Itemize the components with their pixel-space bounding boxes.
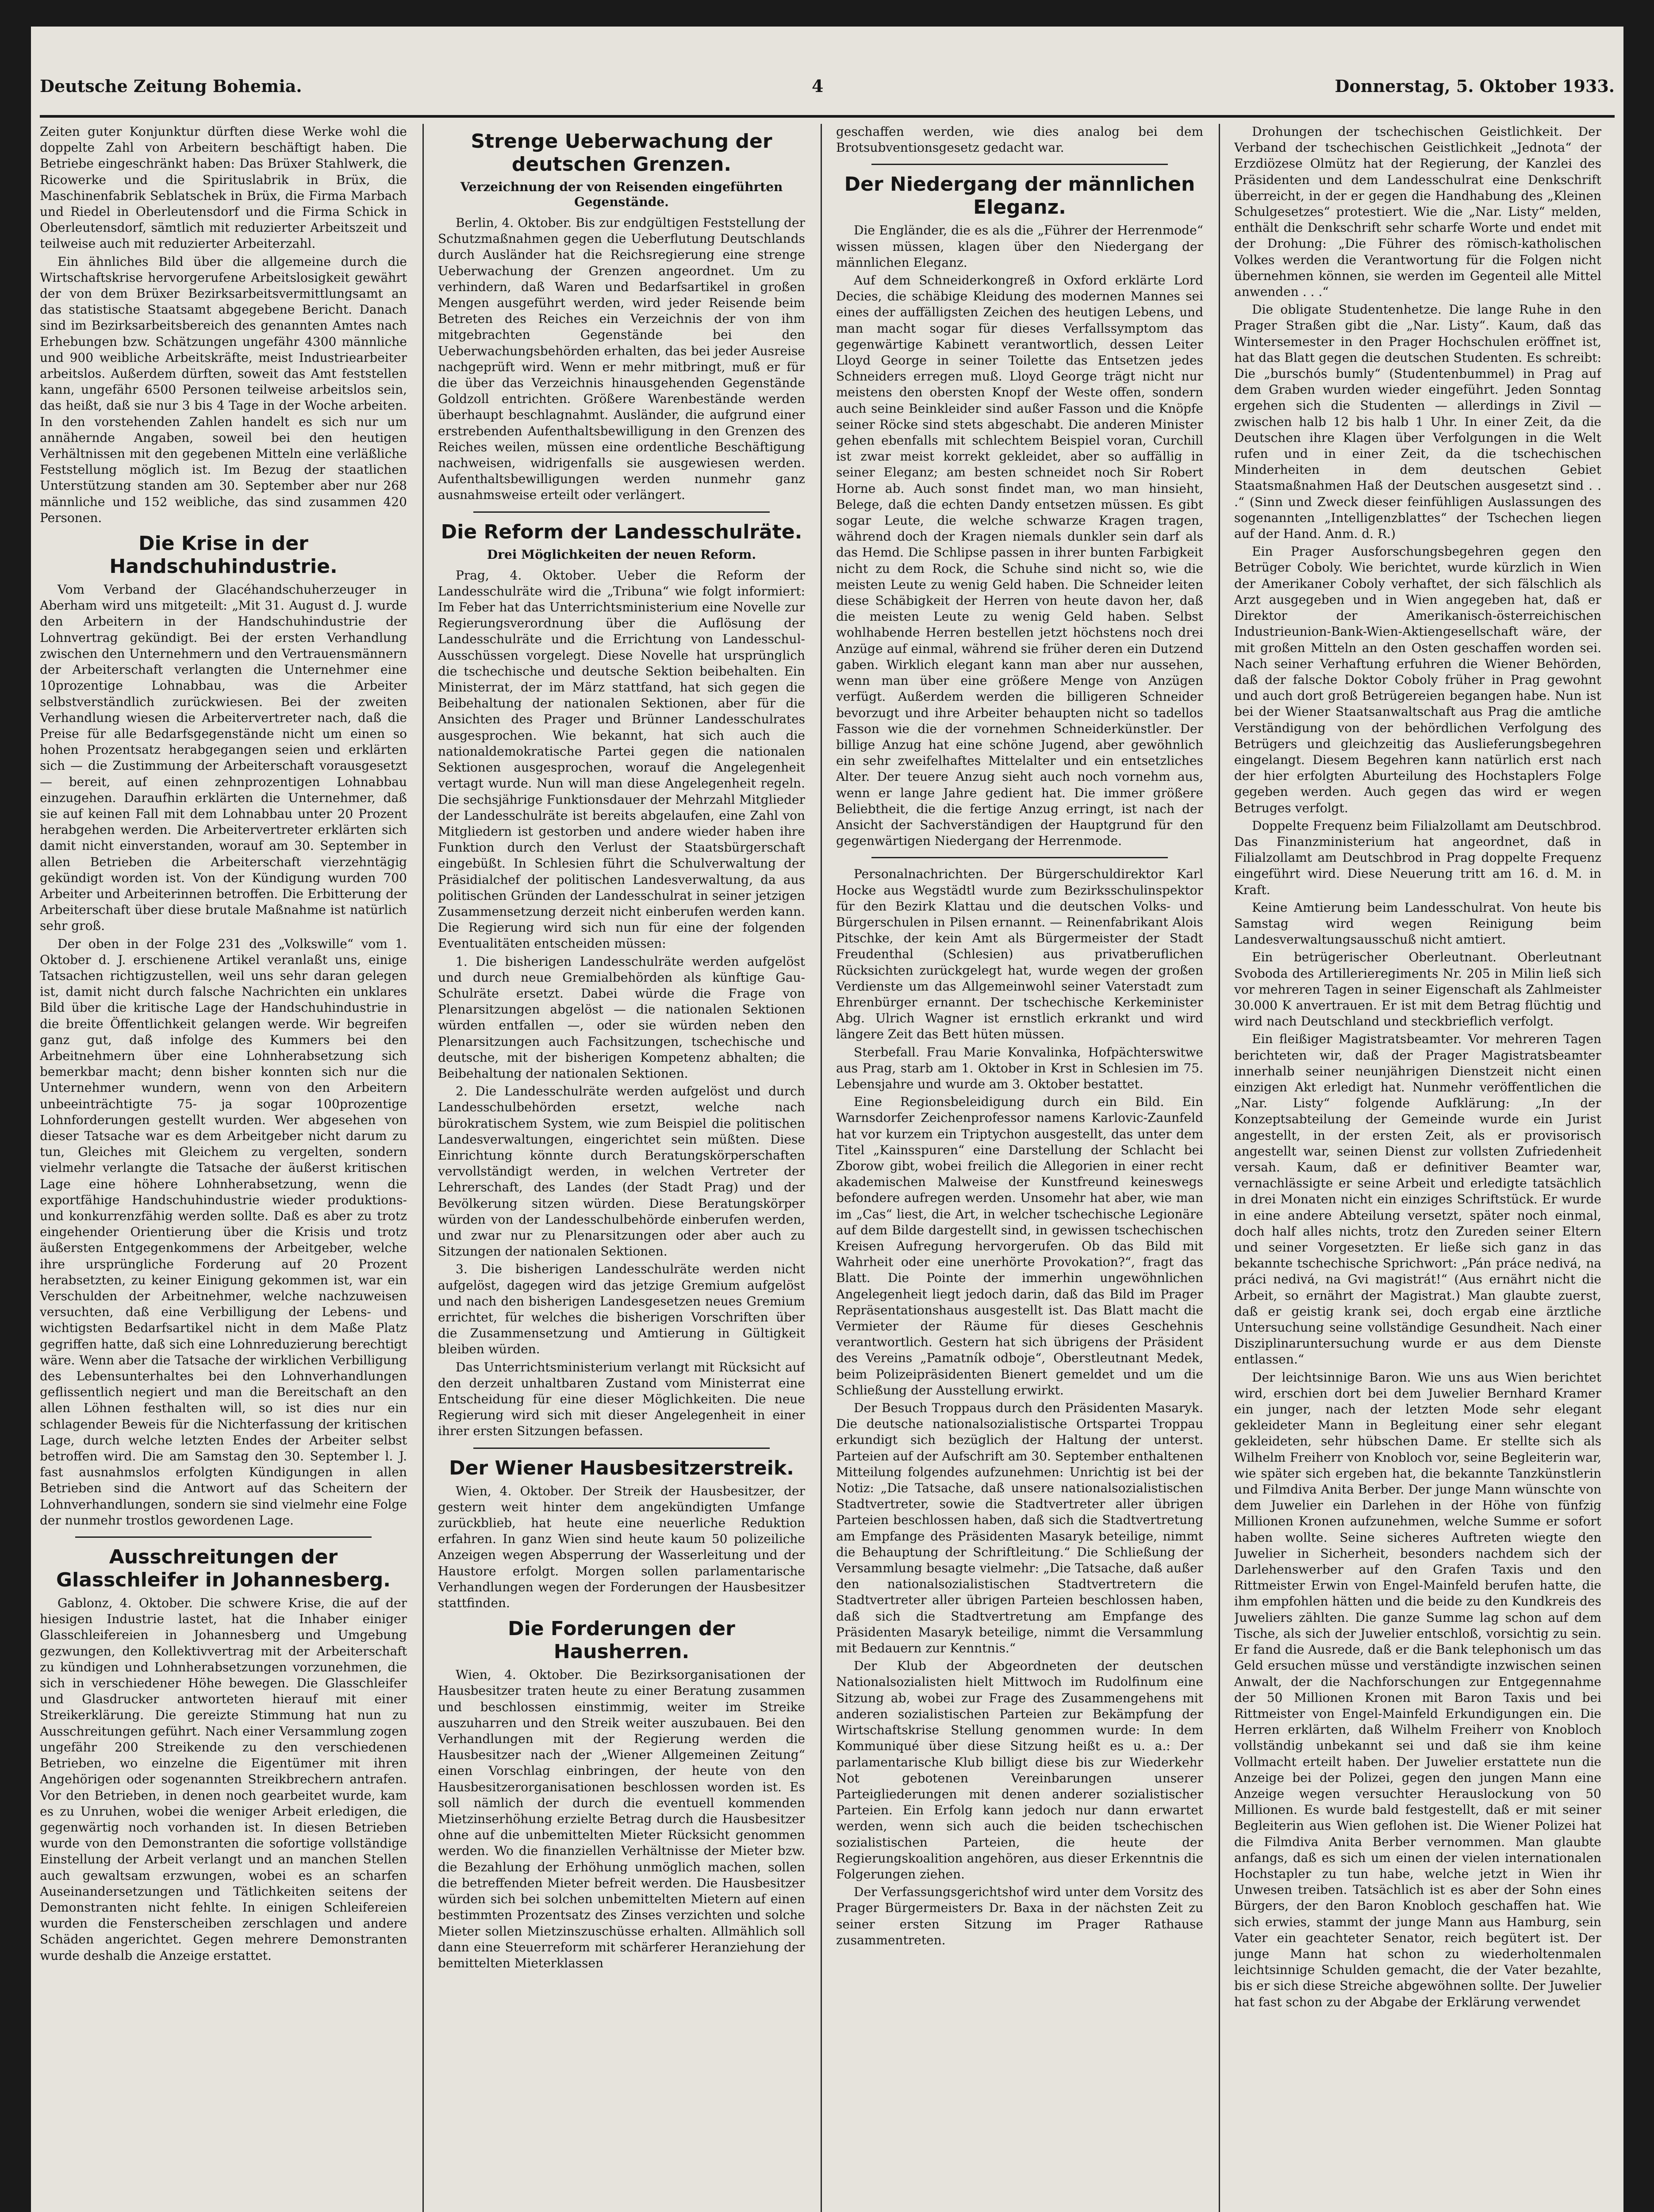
article-separator (871, 857, 1168, 858)
header-rule (40, 115, 1615, 118)
news-item: Ein Prager Ausforschungsbegehren gegen den Betrüger Coboly. Wie berichtet, wurde kürzlich in Wien der Amerikaner Coboly verhaftet, der sich fälschlich als Arzt ausgegeben und in Wien angegeben hat, daß er Direktor der Amerikanisch-österreichischen Industrieunion-Bank-Wien-Aktiengesellschaft wäre, der mit großen Mitteln an den Osten geschaffen worden sei. Nach seiner Verhaftung erfuhren die Wiener Behörden, daß der falsche Doktor Coboly früher in Prag gewohnt und auch dort groß Betrügereien begangen habe. Nun ist bei der Wiener Staatsanwaltschaft aus Prag die amtliche Verständigung von der behördlichen Verfolgung des Betrügers und gleichzeitig das Auslieferungsbegehren eingelangt. Diesem Begehren kann natürlich erst nach der hier erfolgten Aburteilung des Hochstaplers Folge gegeben werden. Auch gegen das wird er wegen Betruges verfolgt. (1234, 544, 1601, 815)
paragraph: Prag, 4. Oktober. Ueber die Reform der Landesschulräte wird die „Tribuna“ wie folgt informiert: Im Feber hat das Unterrichtsministerium eine Novelle zur Regierungsverordnung über die Auflösung der Landesschulräte und die Errichtung von Landesschul-Ausschüssen vorgelegt. Diese Novelle hat ursprünglich die tschechische und deutsche Sektion beibehalten. Ein Ministerrat, der im März stattfand, hat sich gegen die Beibehaltung der nationalen Sektionen, aber für die Ansichten des Prager und Brünner Landesschulrates ausgesprochen. Wie bekannt, hat sich auch die nationaldemokratische Partei gegen die nationalen Sektionen ausgesprochen, worauf die Angelegenheit vertagt wurde. Nun will man diese Angelegenheit regeln. Die sechsjährige Funktionsdauer der Mehrzahl Mitglieder der Landesschulräte ist bereits abgelaufen, eine Zahl von Mitgliedern ist gestorben und andere wieder haben ihre Funktion durch den Verlust der Staatsbürgerschaft eingebüßt. In Schlesien führt die Schulverwaltung der Präsidialchef der politischen Landesverwaltung, da aus politischen Gründen der Landesschulrat in seiner jetzigen Zusammensetzung derzeit nicht einberufen werden kann. Die Regierung wird sich nun für eine der folgenden Eventualitäten entscheiden müssen: (438, 568, 805, 951)
article-headline: Ausschreitungen der Glasschleifer in Johannesberg. (56, 1546, 391, 1592)
column-4 (1234, 124, 1601, 2212)
article-headline: Strenge Ueberwachung der deutschen Grenzen. (471, 130, 772, 176)
issue-date: Donnerstag, 5. Oktober 1933. (1335, 76, 1615, 96)
paragraph: Vom Verband der Glacéhandschuherzeuger in Aberham wird uns mitgeteilt: „Mit 31. August d. J. wurde den Arbeitern in der Handschuhindustrie der Lohnvertrag gekündigt. Bei der ersten Verhandlung zwischen den Unternehmern und den Vertrauensmännern der Arbeiterschaft verlangten die Unternehmer eine 10prozentige Lohnabbau, was die Arbeiter selbstverständlich zurückwiesen. Bei der zweiten Verhandlung wiesen die Arbeitervertreter nach, daß die Preise für alle Bedarfsgegenstände nicht um einen so hohen Prozentsatz herabgegangen seien und erklärten sich — die Zustimmung der Arbeiterschaft vorausgesetzt — bereit, auf einen zehnprozentigen Lohnabbau einzugehen. Daraufhin erklärten die Unternehmer, daß sie auf keinen Fall mit dem Lohnabbau unter 20 Prozent herabgehen werden. Die Arbeitervertreter erklärten sich damit nicht einverstanden, worauf am 30. September in allen Betrieben die Arbeiterschaft vierzehntägig gekündigt worden ist. Von der Kündigung wurden 700 Arbeiter und Arbeiterinnen betroffen. Die Erbitterung der Arbeiterschaft über diese brutale Maßnahme ist natürlich sehr groß. (40, 582, 407, 933)
columns (40, 124, 1615, 2212)
article-headline: Der Niedergang der männlichen Eleganz. (844, 173, 1195, 219)
paragraph: Die Engländer, die es als die „Führer der Herrenmode“ wissen müssen, klagen über den Niedergang der männlichen Eleganz. (836, 223, 1203, 270)
column-divider (1219, 124, 1220, 2212)
news-item: Sterbefall. Frau Marie Konvalinka, Hofpächterswitwe aus Prag, starb am 1. Oktober in Krst in Schlesien im 75. Lebensjahre und wurde am 3. Oktober bestattet. (836, 1045, 1203, 1091)
article-separator (871, 164, 1168, 165)
article-headline: Die Forderungen der Hausherren. (508, 1617, 735, 1663)
news-item: Der Verfassungsgerichtshof wird unter dem Vorsitz des Prager Bürgermeisters Dr. Baxa in der nächsten Zeit zu seiner ersten Sitzung im Prager Rathause zusammentreten. (836, 1885, 1203, 1947)
article-separator (473, 1448, 770, 1449)
article-separator (473, 511, 770, 513)
paragraph: Wien, 4. Oktober. Die Bezirksorganisationen der Hausbesitzer traten heute zu einer Beratung zusammen und beschlossen einstimmig, weiter im Streike auszuharren und den Streik weiter auszubauen. Bei den Verhandlungen mit der Regierung werden die Hausbesitzer nach der „Wiener Allgemeinen Zeitung“ einen Vorschlag einbringen, der heute von den Hausbesitzerorganisationen beschlossen worden ist. Es soll nämlich der durch die eventuell kommenden Mietzinserhöhung erzielte Betrag durch die Hausbesitzer ohne auf die unbemittelten Mieter Rücksicht genommen werden. Wo die finanziellen Verhältnisse der Mieter bzw. die Bezahlung der Erhöhung unmöglich machen, sollen die betreffenden Mieter befreit werden. Die Hausbesitzer würden sich bei solchen unbemittelten Mietern auf einen bestimmten Prozentsatz des Zinses verzichten und solche Mieter sollen Mietzinszuschüsse erhalten. Allmählich soll dann eine Steuerreform mit schärferer Heranziehung der bemittelten Mieterklassen (438, 1667, 805, 1970)
paragraph: Berlin, 4. Oktober. Bis zur endgültigen Feststellung der Schutzmaßnahmen gegen die Ueberflutung Deutschlands durch Ausländer hat die Reichsregierung eine strenge Ueberwachung der Grenzen angeordnet. Um zu verhindern, daß Waren und Bedarfsartikel in großen Mengen ausgeführt werden, wird jeder Reisende beim Betreten des Reiches ein Verzeichnis der von ihm mitgebrachten Gegenstände bei den Ueberwachungsbehörden erhalten, das bei jeder Ausreise nachgeprüft wird. Wenn er mehr mitbringt, muß er für die über das Verzeichnis hinausgehenden Gegenstände Goldzoll entrichten. Größere Warenbestände werden überhaupt beschlagnahmt. Ausländer, die aufgrund einer erstrebenden Aufenthaltsbewilligung in den Grenzen des Reiches weilen, müssen eine ordentliche Beschäftigung nachweisen, widrigenfalls sie ausgewiesen werden. Aufenthaltsbewilligungen werden nunmehr ganz ausnahmsweise erteilt oder verlängert. (438, 215, 805, 503)
news-item: Keine Amtierung beim Landesschulrat. Von heute bis Samstag wird wegen Reinigung beim Landesverwaltungsausschuß nicht amtiert. (1234, 900, 1601, 947)
paragraph: Zeiten guter Konjunktur dürften diese Werke wohl die doppelte Zahl von Arbeitern beschäftigt haben. Die Betriebe eingeschränkt haben: Das Brüxer Stahlwerk, die Ricowerke und die Spirituslabrik in Brüx, die Maschinenfabrik Seblatschek in Brüx, die Firma Marbach und Riedel in Oberleutensdorf und die Firma Schick in Oberleutensdorf, sämtlich mit reduzierter Arbeitszeit und teilweise auch mit reduzierter Arbeiterzahl. (40, 124, 407, 251)
news-item: Ein betrügerischer Oberleutnant. Oberleutnant Svoboda des Artillerieregiments Nr. 205 in Milin ließ sich vor mehreren Tagen in seiner Eigenschaft als Zahlmeister 30.000 K anvertrauen. Er ist mit dem Betrag flüchtig und wird nach Deutschland und steckbrieflich verfolgt. (1234, 950, 1601, 1029)
article-subheadline: Verzeichnung der von Reisenden eingeführten Gegenstände. (460, 180, 783, 209)
article-headline: Die Krise in der Handschuhindustrie. (109, 532, 338, 578)
news-item: Eine Regionsbeleidigung durch ein Bild. Ein Warnsdorfer Zeichenprofessor namens Karlovic-Zaunfeld hat vor kurzem ein Triptychon ausgestellt, das unter dem Titel „Kainsspuren“ eine Darstellung der Schlacht bei Zborow gibt, wobei freilich die Allegorien in einer recht akademischen Malweise der Kunstfreund keineswegs befondere aufregen werden. Unsomehr hat aber, wie man im „Cas“ liest, die Art, in welcher tschechische Legionäre auf dem Bilde dargestellt sind, in gewissen tschechischen Kreisen Aufregung hervorgerufen. Ob das Bild mit Wahrheit oder eine unerhörte Provokation?“, fragt das Blatt. Die Pointe der immerhin ungewöhnlichen Angelegenheit liegt jedoch darin, daß das Bild im Prager Repräsentationshaus ausgestellt ist. Das Blatt macht die Vermieter der Räume für dieses Geschehnis verantwortlich. Gestern hat sich übrigens der Präsident des Vereins „Pamatník odboje“, Oberstleutnant Medek, beim Polizeipräsidenten Bienert gemeldet und um die Schließung der Ausstellung erwirkt. (836, 1094, 1203, 1398)
paragraph: Der oben in der Folge 231 des „Volkswille“ vom 1. Oktober d. J. erschienene Artikel veranlaßt uns, einige Tatsachen richtigzustellen, weil uns sehr daran gelegen ist, damit nicht durch falsche Nachrichten ein unklares Bild über die kritische Lage der Handschuhindustrie in die breite Öffentlichkeit gelangen werde. Wir begreifen ganz gut, daß infolge des Kummers bei den Arbeitnehmern über eine Lohnherabsetzung sich bemerkbar macht; denn bisher konnten sich nur die Unternehmer wundern, wenn von den Arbeitern unbeeinträchtigte 75- ja sogar 100prozentige Lohnforderungen gestellt wurden. Wer abgesehen von dieser Tatsache war es dem Arbeitgeber nicht darum zu tun, Gleiches mit Gleichem zu vergelten, sondern vielmehr verlangte die Tatsache der äußerst kritischen Lage eine höhere Lohnherabsetzung, wenn die exportfähige Handschuhindustrie wieder produktions- und konkurrenzfähig werden sollte. Daß es aber zu trotz eingehender Orientierung über die Krisis und trotz äußersten Entgegenkommens der Arbeitgeber, welche ihre ursprüngliche Forderung auf 20 Prozent herabsetzten, zu keiner Einigung gekommen ist, war ein Verschulden der Arbeitnehmer, welche nachzuweisen versuchten, daß eine Verbilligung der Lebens- und wichtigsten Bedarfsartikel nicht in dem Maße Platz gegriffen hatte, daß sich eine Lohnreduzierung berechtigt wäre. Wenn aber die Tatsache der wirklichen Verbilligung des Lebensunterhaltes bei den Lohnverhandlungen geflissentlich negiert und man die Bereitschaft an den allen Löhnen festhalten will, so ist dies nur ein schlagender Beweis für die Nichterfassung der kritischen Lage, durch welche letzten Endes der Arbeiter selbst betroffen wird. Die am Samstag den 30. September l. J. fast ausnahmslos erfolgten Kündigungen in allen Betrieben sind die Antwort auf das Scheitern der Lohnverhandlungen, sondern sie sind vielmehr eine Folge der nunmehr trostlos gewordenen Lage. (40, 936, 407, 1528)
article-separator (75, 1536, 372, 1538)
column-divider (422, 124, 424, 2212)
article-subheadline: Drei Möglichkeiten der neuen Reform. (487, 547, 756, 562)
page-number: 4 (812, 76, 824, 96)
paragraph: geschaffen werden, wie dies analog bei dem Brotsubventionsgesetz gedacht war. (836, 124, 1203, 155)
paragraph: 2. Die Landesschulräte werden aufgelöst und durch Landesschulbehörden ersetzt, welche nach bürokratischem System, wie zum Beispiel die politischen Landesverwaltungen, eingerichtet sein müßten. Diese Einrichtung könnte durch Beratungskörperschaften vervollständigt werden, in welchen Vertreter der Lehrerschaft, des Landes (der Stadt Prag) und der Bevölkerung sitzen würden. Diese Beratungskörper würden von der Landesschulbehörde einberufen werden, und zwar nur zu Plenarsitzungen oder aber auch zu Sitzungen der nationalen Sektionen. (438, 1084, 805, 1259)
article-headline: Die Reform der Landesschulräte. (441, 520, 802, 543)
paragraph: Das Unterrichtsministerium verlangt mit Rücksicht auf den derzeit unhaltbaren Zustand vom Ministerrat eine Entscheidung für eine dieser Möglichkeiten. Die neue Regierung wird sich mit dieser Angelegenheit in einer ihrer ersten Sitzungen befassen. (438, 1359, 805, 1439)
news-item: Der Besuch Troppaus durch den Präsidenten Masaryk. Die deutsche nationalsozialistische Ortspartei Troppau erkundigt sich bezüglich der Haltung der unterst. Parteien auf der Aufschrift am 30. September enthaltenen Mitteilung folgendes aufzunehmen: Unrichtig ist bei der Notiz: „Die Tatsache, daß unsere nationalsozialistischen Stadtvertreter, sowie die Stadtvertreter aller übrigen Parteien beschlossen haben, daß sich die Stadtvertretung am Empfange des Präsidenten Masaryk beteilige, nimmt die Behauptung der Schriftleitung.“ Die Schließung der Versammlung besagte vielmehr: „Die Tatsache, daß außer den nationalsozialistischen Stadtvertretern die Stadtvertreter aller übrigen Parteien beschlossen haben, daß sich die Stadtvertretung am Empfange des Präsidenten Masaryk beteilige, nimmt die Versammlung mit Bedauern zur Kenntnis.“ (836, 1401, 1203, 1656)
news-item: Die obligate Studentenhetze. Die lange Ruhe in den Prager Straßen gibt die „Nar. Listy“. Kaum, daß das Wintersemester in den Prager Hochschulen eröffnet ist, hat das Blatt gegen die deutschen Studenten. Es schreibt: Die „burschós bumly“ (Studentenbummel) in Prag auf dem Graben wurden wieder eingeführt. Jeden Sonntag ergehen sich die Studenten — allerdings in Zivil — zwischen halb 12 bis halb 1 Uhr. In einer Zeit, da die Deutschen ihre Klagen über Verfolgungen in die Welt rufen und in einer Zeit, da die tschechischen Minderheiten in dem deutschen Gebiet Staatsmaßnahmen Haß der Deutschen ausgesetzt sind . . .“ (Sinn und Zweck dieser feinfühligen Auslassungen des sogenannten „Intelligenzblattes“ der Tschechen liegen auf der Hand. Anm. d. R.) (1234, 302, 1601, 541)
news-item: Der Klub der Abgeordneten der deutschen Nationalsozialisten hielt Mittwoch im Rudolfinum eine Sitzung ab, wobei zur Frage des Zusammengehens mit anderen sozialistischen Parteien zur Bekämpfung der Wirtschaftskrise Stellung genommen wurde: In dem Kommuniqué über diese Sitzung heißt es u. a.: Der parlamentarische Klub billigt diese bis zur Wiederkehr Not gebotenen Vereinbarungen unserer Parteigliederungen mit denen anderer sozialistischer Parteien. Ein Erfolg kann jedoch nur dann erwartet werden, wenn sich auch die beiden tschechischen sozialistischen Parteien, die heute der Regierungskoalition angehören, aus dieser Erkenntnis die Folgerungen ziehen. (836, 1659, 1203, 1882)
newspaper-page (31, 27, 1623, 2212)
article-headline: Der Wiener Hausbesitzerstreik. (449, 1456, 794, 1479)
paragraph: Gablonz, 4. Oktober. Die schwere Krise, die auf der hiesigen Industrie lastet, hat die Inhaber einiger Glasschleifereien in Johannesberg und Umgebung gezwungen, den Kollektivvertrag mit der Arbeiterschaft zu kündigen und Lohnherabsetzungen vorzunehmen, die sich in verschiedener Höhe bewegen. Die Glasschleifer und Glasdrucker antworteten hierauf mit einer Streikerklärung. Die gereizte Stimmung hat nun zu Ausschreitungen geführt. Nach einer Versammlung zogen ungefähr 200 Streikende zu den verschiedenen Betrieben, wo einzelne die Eigentümer mit ihren Angehörigen oder sogenannten Streikbrechern antrafen. Vor den Betrieben, in denen noch gearbeitet wurde, kam es zu Unruhen, wobei die weniger Arbeit erledigen, die gegenwärtig noch vorhanden ist. In diesen Betrieben wurde von den Demonstranten die sofortige vollständige Einstellung der Arbeit verlangt und an manchen Stellen auch gewaltsam erzwungen, wobei es an scharfen Auseinandersetzungen und Tätlichkeiten seitens der Demonstranten nicht fehlte. In einigen Schleifereien wurden die Fensterscheiben zerschlagen und andere Schäden angerichtet. Gegen mehrere Demonstranten wurde deshalb die Anzeige erstattet. (40, 1596, 407, 1963)
news-item: Der leichtsinnige Baron. Wie uns aus Wien berichtet wird, erschien dort bei dem Juwelier Bernhard Kramer ein junger, nach der letzten Mode sehr elegant gekleideter Mann in Begleitung einer sehr elegant gekleideten, sehr hübschen Dame. Er stellte sich als Wilhelm Freiherr von Knobloch vor, seine Begleiterin war, wie später sich ergeben hat, die bekannte Tanzkünstlerin und Filmdiva Anita Berber. Der junge Mann wünschte von dem Juwelier ein Darlehen in der Höhe von fünfzig Millionen Kronen aufzunehmen, welche Summe er sofort haben wollte. Seine sicheres Auftreten wiegte den Juwelier in Sicherheit, besonders nachdem sich der Darlehenswerber auf den Grafen Taxis und den Rittmeister Erwin von Engel-Mainfeld berufen hatte, die ihm empfohlen hätten und die beide zu den Kundkreis des Juweliers zählten. Die ganze Summe lag schon auf dem Tische, als sich der Juwelier entschloß, vorsichtig zu sein. Er fand die Ausrede, daß er die Bank telephonisch um das Geld ersuchen müsse und verständigte inzwischen seinen Anwalt, der die Nachforschungen zur Entgegennahme der 50 Millionen Kronen mit Baron Taxis und bei Rittmeister von Engel-Mainfeld Erkundigungen ein. Die Herren erklärten, daß Wilhelm Freiherr von Knobloch vollständig unbekannt sei und daß sie ihm keine Vollmacht erteilt haben. Der Juwelier erstattete nun die Anzeige bei der Polizei, gegen den jungen Mann eine Anzeige wegen versuchter Herauslockung von 50 Millionen. Es wurde bald festgestellt, daß er mit seiner Begleiterin aus Wien geflohen ist. Die Wiener Polizei hat die Filmdiva Anita Berber vernommen. Man glaubte anfangs, daß es sich um einen der vielen internationalen Hochstapler zu tun habe, welche jetzt in Wien ihr Unwesen treiben. Tatsächlich ist es aber der Sohn eines Bürgers, der den Baron Knobloch geschaffen hat. Wie sich erwies, stammt der junge Mann aus Hamburg, sein Vater ein geachteter Senator, reich begütert ist. Der junge Mann hat schon zu wiederholtenmalen leichtsinnige Schulden gemacht, die der Vater bezahlte, bis er sich diese Streiche abgewöhnen sollte. Der Juwelier hat fast schon zu der Abgabe der Erklärung verwendet (1234, 1370, 1601, 2009)
news-item: Doppelte Frequenz beim Filialzollamt am Deutschbrod. Das Finanzministerium hat angeordnet, daß in Filialzollamt am Deutschbrod in Prag doppelte Frequenz eingeführt wird. Diese Neuerung tritt am 16. d. M. in Kraft. (1234, 818, 1601, 897)
column-1 (40, 124, 407, 2212)
paragraph: 3. Die bisherigen Landesschulräte werden nicht aufgelöst, dagegen wird das jetzige Gremium aufgelöst und nach den bisherigen Landesgesetzen neues Gremium errichtet, für welches die bisherigen Vorschriften über die Zusammensetzung und Amtierung in Gültigkeit bleiben würden. (438, 1262, 805, 1357)
paragraph: Auf dem Schneiderkongreß in Oxford erklärte Lord Decies, die schäbige Kleidung des modernen Mannes sei eines der auffälligsten Zeichen des heutigen Lebens, und man macht sogar für dieses Verfallssymptom das gegenwärtige Kabinett verantwortlich, dessen Leiter Lloyd George in seiner Toilette das Entsetzen jedes Schneiders erregen muß. Lloyd George trägt nicht nur meistens den obersten Knopf der Weste offen, sondern auch seine Beinkleider sind außer Fasson und die Knöpfe seiner Röcke sind stets abgeschabt. Die anderen Minister gehen ebenfalls mit schlechtem Beispiel voran, Curchill ist zwar meist korrekt gekleidet, aber so auffällig in seiner Eleganz; am besten schneidet noch Sir Robert Horne ab. Auch sonst findet man, wo man hinsieht, Belege, daß die echten Dandy entsetzen müssen. Es gibt sogar Leute, die welche schwarze Kragen tragen, während doch der Kragen niemals dunkler sein darf als das Hemd. Die Schlipse passen in ihrer bunten Farbigkeit nicht zu dem Rock, die Schuhe sind nicht so, wie die meisten Leute zu wenig Geld haben. Die Schneider leiten diese Schäbigkeit der Herren von heute davon her, daß die meisten Leute zu wenig Geld haben. Selbst wohlhabende Herren bestellen jetzt höchstens noch drei Anzüge auf einmal, während sie früher deren ein Dutzend gaben. Wirklich elegant kann man aber nur aussehen, wenn man über eine größere Menge von Anzügen verfügt. Außerdem werden die billigeren Schneider bevorzugt und ihre Arbeiter behaupten nicht so tadellos Fasson wie die der vornehmen Schneiderkünstler. Der billige Anzug hat eine schöne Jugend, aber gewöhnlich ein sehr zweifelhaftes Mittelalter und ein entsetzliches Alter. Der teuere Anzug sieht auch noch vornehm aus, wenn er lange Jahre gedient hat. Die immer größere Beliebtheit, die die fertige Anzug erringt, ist nach der Ansicht der Sachverständigen der Hauptgrund für den gegenwärtigen Niedergang der Herrenmode. (836, 273, 1203, 849)
news-item: Drohungen der tschechischen Geistlichkeit. Der Verband der tschechischen Geistlichkeit „Jednota“ der Erzdiözese Olmütz hat der Regierung, der Kanzlei des Präsidenten und dem Landesschulrat eine Denkschrift überreicht, in der er gegen die Handhabung des „Kleinen Schulgesetzes“ protestiert. Wie die „Nar. Listy“ melden, enthält die Denkschrift sehr scharfe Worte und endet mit der Drohung: „Die Führer des römisch-katholischen Volkes werden die Verantwortung für die Folgen nicht übernehmen können, sie werden im Gegenteil alle Mittel anwenden . . .“ (1234, 124, 1601, 300)
column-2 (438, 124, 805, 2212)
paper-title: Deutsche Zeitung Bohemia. (40, 76, 302, 96)
paragraph: Wien, 4. Oktober. Der Streik der Hausbesitzer, der gestern weit hinter dem angekündigten Umfange zurückblieb, hat heute eine neuerliche Reduktion erfahren. In ganz Wien sind heute kaum 50 polizeiliche Anzeigen wegen Absperrung der Wasserleitung und der Haustore erfolgt. Morgen sollen parlamentarische Verhandlungen wegen der Forderungen der Hausbesitzer stattfinden. (438, 1483, 805, 1611)
column-3 (836, 124, 1203, 2212)
news-item: Ein fleißiger Magistratsbeamter. Vor mehreren Tagen berichteten wir, daß der Prager Magistratsbeamter innerhalb seiner neunjährigen Dienstzeit nicht einen einzigen Akt erledigt hat. Nunmehr veröffentlichen die „Nar. Listy“ folgende Aufklärung: „In der Konzeptsabteilung der Gemeinde wurde ein Jurist angestellt, in der ersten Zeit, als er provisorisch angestellt war, seinen Dienst zur vollsten Zufriedenheit versah. Kaum, daß er definitiver Beamter war, vernachlässigte er seine Arbeit und erledigte tatsächlich in drei Monaten nicht ein einziges Schriftstück. Er wurde in eine andere Abteilung versetzt, später noch einmal, doch half alles nichts, trotz den Zureden seiner Eltern und seiner Vorgesetzten. Er ließe sich ganz in das bekannte tschechische Sprichwort: „Pán práce nedivá, na práci nedivá, na Gvi magistrát!“ (Aus ernährt nicht die Arbeit, so ernährt der Magistrat.) Man glaubte zuerst, daß er geistig krank sei, doch ergab eine ärztliche Untersuchung seine vollständige Gesundheit. Nach einer Disziplinaruntersuchung wurde er aus dem Dienste entlassen.“ (1234, 1032, 1601, 1367)
paragraph: Ein ähnliches Bild über die allgemeine durch die Wirtschaftskrise hervorgerufene Arbeitslosigkeit gewährt der von dem Brüxer Bezirksarbeitsvermittlungsamt an das statistische Staatsamt abgegebene Bericht. Danach sind im Bezirksarbeitsbereich des genannten Amtes nach Erhebungen bzw. Schätzungen ungefähr 4300 männliche und 900 weibliche Arbeitskräfte, meist Industriearbeiter arbeitslos. Außerdem dürften, soweit das Amt feststellen kann, ungefähr 6500 Personen teilweise arbeitslos sein, das heißt, daß sie nur 3 bis 4 Tage in der Woche arbeiten. In den vorstehenden Zahlen handelt es sich nur um annähernde Angaben, soweil bei den heutigen Verhältnissen mit den gegebenen Mitteln eine verläßliche Feststellung möglich ist. Im Bezug der staatlichen Unterstützung standen am 30. September aber nur 268 männliche und 152 weibliche, das sind zusammen 420 Personen. (40, 254, 407, 525)
news-item: Personalnachrichten. Der Bürgerschuldirektor Karl Hocke aus Wegstädtl wurde zum Bezirksschulinspektor für den Bezirk Klattau und die deutschen Volks- und Bürgerschulen in Pilsen ernannt. — Reinenfabrikant Alois Pitschke, der kein Amt als Bürgermeister der Stadt Freudenthal (Schlesien) aus privatberuflichen Rücksichten zurückgelegt hat, wurde wegen der großen Verdienste um das Allgemeinwohl seiner Vaterstadt zum Ehrenbürger ernannt. Der tschechische Kerkeminister Abg. Ulrich Wagner ist ernstlich erkrankt und wird längere Zeit das Bett hüten müssen. (836, 867, 1203, 1042)
column-divider (821, 124, 822, 2212)
paragraph: 1. Die bisherigen Landesschulräte werden aufgelöst und durch neue Gremialbehörden als künftige Gau-Schulräte ersetzt. Dabei würde die Frage von Plenarsitzungen abgelöst — die nationalen Sektionen würden entfallen —, oder sie würden neben den Plenarsitzungen auch Fachsitzungen, tschechische und deutsche, mit der bisherigen Kompetenz abhalten; die Beibehaltung der nationalen Sektionen. (438, 954, 805, 1081)
masthead (40, 66, 1615, 106)
